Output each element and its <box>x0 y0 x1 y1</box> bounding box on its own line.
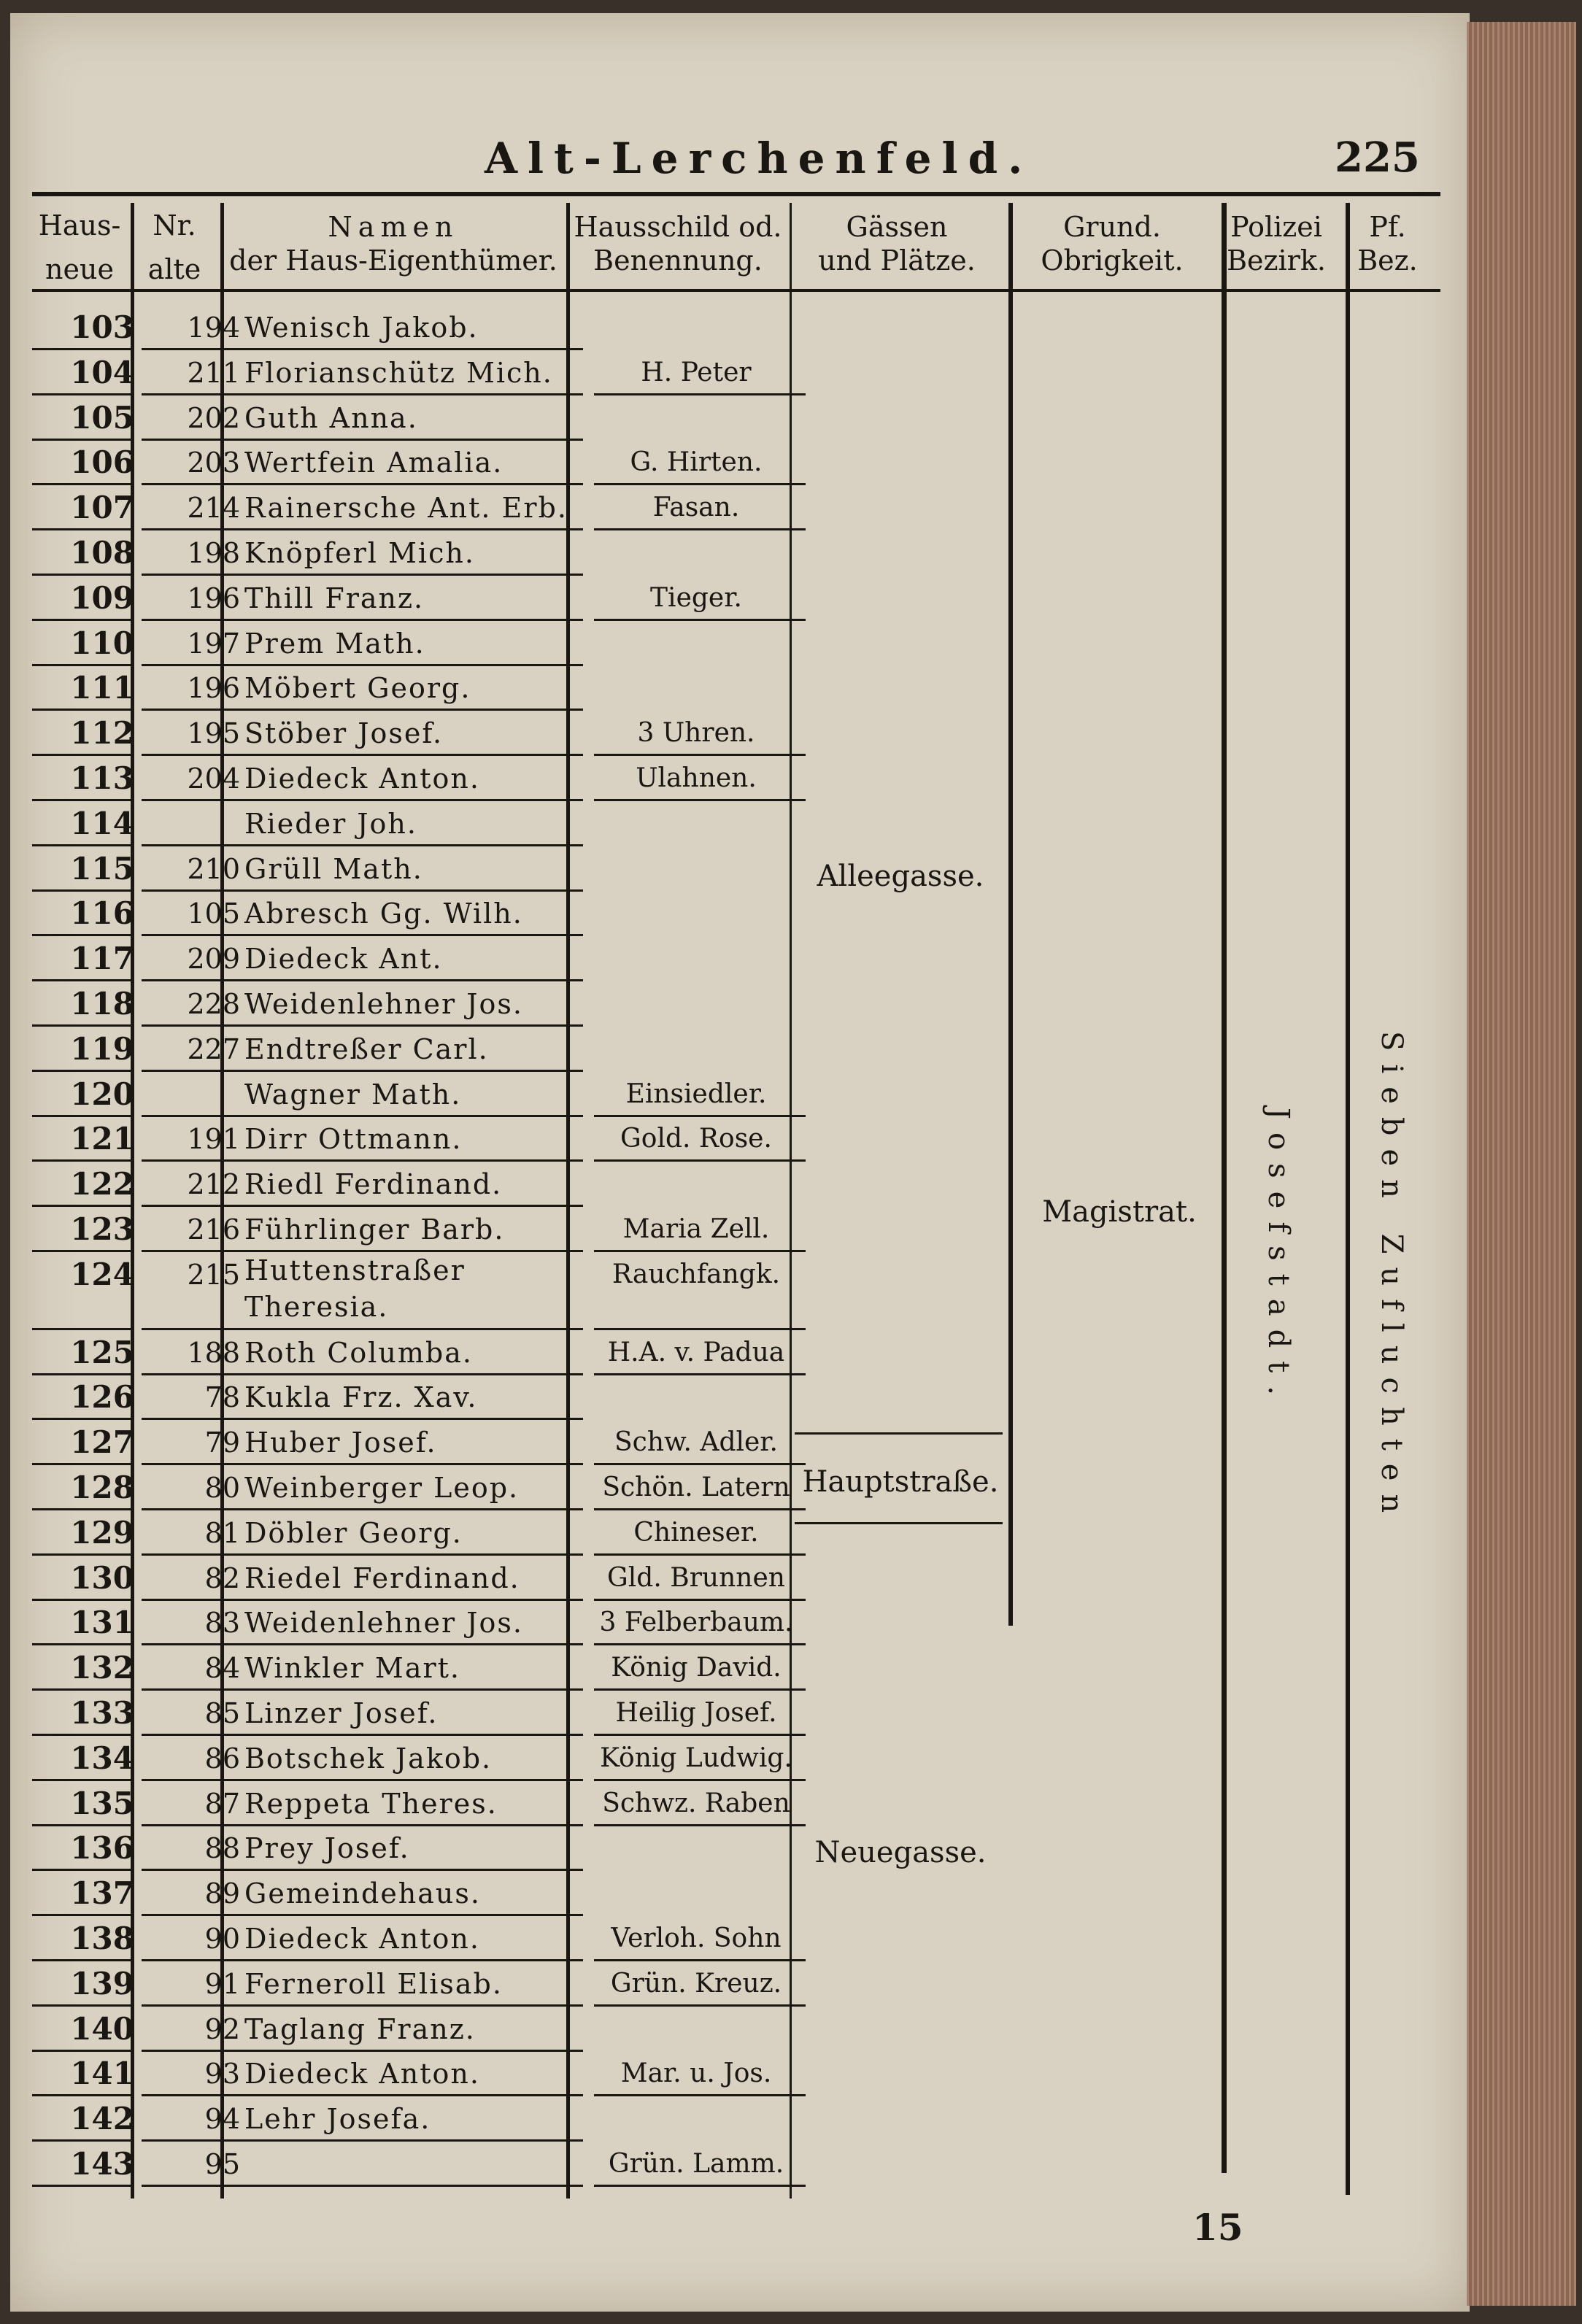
owner-name: Thill Franz. <box>244 582 425 614</box>
house-number-new: 114 <box>70 805 134 841</box>
house-number-old: 82 <box>204 1561 240 1594</box>
owner-name: Roth Columba. <box>244 1336 473 1369</box>
owner-name: Reppeta Theres. <box>244 1787 498 1820</box>
table-row <box>32 2007 798 2052</box>
owner-name: Diedeck Ant. <box>244 943 443 976</box>
house-sign: G. Hirten. <box>630 447 763 478</box>
header-alte: alte <box>147 253 201 285</box>
house-sign: H. Peter <box>641 357 752 387</box>
table-row <box>32 1510 798 1556</box>
house-number-new: 140 <box>70 2010 134 2047</box>
house-sign: H.A. v. Padua <box>607 1337 785 1367</box>
table-row <box>32 1420 798 1465</box>
table-row <box>32 2142 798 2187</box>
house-sign: Gld. Brunnen <box>607 1562 785 1593</box>
house-sign: Tieger. <box>650 582 742 613</box>
house-sign <box>587 665 806 711</box>
owner-name: Diedeck Anton. <box>244 763 480 795</box>
street-divider-1 <box>795 1432 1003 1435</box>
street-alleegasse: Alleegasse. <box>817 860 984 893</box>
house-number-new: 138 <box>70 1920 134 1956</box>
signature-number: 15 <box>1192 2206 1243 2249</box>
table-row <box>32 1207 798 1252</box>
house-number-old: 105 <box>187 897 240 930</box>
header-hausschild: Hausschild od. Benennung. <box>574 211 782 277</box>
owner-name: Wagner Math. <box>244 1078 462 1111</box>
house-number-old: 197 <box>187 627 240 660</box>
house-number-new: 108 <box>70 535 134 571</box>
house-number-old: 87 <box>204 1787 240 1820</box>
house-number-new: 128 <box>70 1470 134 1505</box>
house-sign: Ulahnen. <box>636 763 757 793</box>
table-row <box>32 1871 798 1916</box>
owner-name: Abresch Gg. Wilh. <box>244 897 523 930</box>
table-row <box>32 2096 798 2142</box>
book-page <box>10 13 1470 2312</box>
house-number-old: 203 <box>187 447 240 479</box>
street-divider-2 <box>795 1522 1003 1524</box>
house-number-old: 214 <box>187 492 240 525</box>
table-row <box>32 1826 798 1871</box>
owner-name: Lehr Josefa. <box>244 2103 431 2136</box>
house-number-old: 211 <box>187 356 240 389</box>
owner-name: Döbler Georg. <box>244 1516 463 1549</box>
house-number-old: 86 <box>204 1742 240 1775</box>
header-neue: neue <box>45 253 114 285</box>
table-row <box>32 1252 798 1330</box>
table-row <box>32 576 798 621</box>
house-number-old: 89 <box>204 1877 240 1910</box>
table-row <box>32 350 798 395</box>
table-row <box>32 1162 798 1207</box>
house-number-new: 142 <box>70 2101 134 2137</box>
house-sign: Grün. Lamm. <box>608 2149 784 2179</box>
house-number-new: 118 <box>70 986 134 1022</box>
table-row <box>32 1645 798 1691</box>
house-number-old: 188 <box>187 1336 240 1369</box>
owner-name: Linzer Josef. <box>244 1697 439 1729</box>
house-number-new: 129 <box>70 1514 134 1551</box>
house-number-new: 112 <box>70 715 134 752</box>
house-number-old: 215 <box>187 1258 240 1291</box>
house-number-new: 123 <box>70 1211 134 1247</box>
owner-name <box>240 2142 595 2187</box>
owner-name: Winkler Mart. <box>244 1652 461 1685</box>
owner-name: Führlinger Barb. <box>244 1213 505 1246</box>
house-number-new: 130 <box>70 1559 134 1596</box>
house-number-new: 137 <box>70 1875 134 1912</box>
house-sign <box>587 2096 806 2142</box>
house-number-new: 117 <box>70 941 134 977</box>
house-number-new: 120 <box>70 1076 134 1112</box>
owner-name: Riedl Ferdinand. <box>244 1168 503 1201</box>
house-number-new: 124 <box>70 1256 134 1292</box>
house-number-new: 104 <box>70 354 134 390</box>
house-number-new: 143 <box>70 2146 134 2182</box>
house-number-old: 88 <box>204 1832 240 1865</box>
owner-name: Knöpferl Mich. <box>244 537 475 569</box>
house-sign <box>587 1871 806 1916</box>
table-row <box>32 665 798 711</box>
owner-name: Dirr Ottmann. <box>244 1123 463 1156</box>
owner-name: Botschek Jakob. <box>244 1742 493 1775</box>
house-number-old: 78 <box>204 1381 240 1414</box>
house-number-new: 139 <box>70 1965 134 2001</box>
table-row <box>32 621 798 666</box>
house-sign: 3 Uhren. <box>637 718 755 749</box>
page-number: 225 <box>1335 134 1420 182</box>
table-row <box>32 1465 798 1510</box>
table-row <box>32 440 798 485</box>
house-sign: Mar. u. Jos. <box>620 2058 772 2089</box>
house-number-new: 126 <box>70 1379 134 1416</box>
house-sign <box>587 305 806 350</box>
col-line-6 <box>1222 203 1227 2173</box>
header-bottom-rule <box>32 289 1440 292</box>
table-row <box>32 305 798 350</box>
table-row <box>32 981 798 1027</box>
owner-name: Möbert Georg. <box>244 672 471 705</box>
owner-name: Prey Josef. <box>244 1832 410 1865</box>
house-number-old: 85 <box>204 1697 240 1729</box>
house-number-old: 79 <box>204 1427 240 1459</box>
house-number-new: 115 <box>70 850 134 887</box>
owner-name: Riedel Ferdinand. <box>244 1561 520 1594</box>
header-pf: Pf. Bez. <box>1357 211 1418 277</box>
house-sign: Einsiedler. <box>625 1078 767 1109</box>
page-stack-edge <box>1467 22 1576 2306</box>
house-number-old: 84 <box>204 1652 240 1685</box>
house-number-old: 196 <box>187 582 240 614</box>
header-haus: Haus- <box>38 209 121 242</box>
house-sign: Rauchfangk. <box>611 1259 781 1289</box>
house-number-new: 105 <box>70 399 134 436</box>
house-sign <box>587 621 806 666</box>
owner-name: Wenisch Jakob. <box>244 312 479 344</box>
house-sign: Schw. Adler. <box>614 1427 778 1458</box>
table-row <box>32 1027 798 1072</box>
table-row <box>32 1781 798 1826</box>
house-number-new: 107 <box>70 490 134 526</box>
owner-name: Prem Math. <box>244 627 425 660</box>
house-sign: Gold. Rose. <box>620 1124 772 1154</box>
house-number-old: 196 <box>187 672 240 705</box>
table-row <box>32 846 798 892</box>
row-rule <box>240 2185 583 2187</box>
table-row <box>32 711 798 756</box>
street-hauptstrasse: Hauptstraße. <box>802 1465 999 1499</box>
house-sign: 3 Felberbaum. <box>599 1607 793 1638</box>
owner-name: Ferneroll Elisab. <box>244 1967 503 2000</box>
row-rule <box>32 2185 131 2187</box>
owner-name: Kukla Frz. Xav. <box>244 1381 478 1414</box>
house-number-old: 94 <box>204 2103 240 2136</box>
house-sign: Grün. Kreuz. <box>610 1968 782 1999</box>
house-number-old: 194 <box>187 312 240 344</box>
owner-name: Wertfein Amalia. <box>244 447 503 479</box>
house-number-new: 103 <box>70 309 134 345</box>
owner-name: Weidenlehner Jos. <box>244 988 523 1020</box>
house-number-new: 111 <box>70 670 134 706</box>
house-number-old <box>142 801 240 846</box>
top-rule <box>32 192 1440 196</box>
table-row <box>32 530 798 576</box>
table-row <box>32 1116 798 1162</box>
house-number-new: 110 <box>70 625 134 661</box>
house-sign <box>587 981 806 1027</box>
table-row <box>32 1330 798 1375</box>
house-sign <box>587 395 806 441</box>
house-number-new: 132 <box>70 1650 134 1686</box>
house-sign <box>587 1375 806 1420</box>
house-number-old: 216 <box>187 1213 240 1246</box>
owner-name: Weinberger Leop. <box>244 1472 520 1504</box>
house-sign <box>587 801 806 846</box>
parish-sieben-zufluchten: Sieben Zufluchten <box>1375 1031 1408 1526</box>
house-sign <box>587 1162 806 1207</box>
house-sign <box>587 530 806 576</box>
owner-name: Guth Anna. <box>244 401 418 434</box>
owner-name: Endtreßer Carl. <box>244 1032 489 1065</box>
house-number-old <box>142 1072 240 1117</box>
house-number-new: 119 <box>70 1030 134 1067</box>
header-gassen: Gässen und Plätze. <box>818 211 976 277</box>
house-number-old: 204 <box>187 763 240 795</box>
col-line-7 <box>1346 203 1350 2195</box>
house-number-new: 106 <box>70 444 134 481</box>
table-row <box>32 756 798 801</box>
house-number-old: 202 <box>187 401 240 434</box>
table-row <box>32 1556 798 1601</box>
page-title: Alt-Lerchenfeld. <box>485 134 1033 183</box>
table-row <box>32 936 798 981</box>
table-row <box>32 801 798 846</box>
house-number-new: 116 <box>70 895 134 932</box>
house-number-new: 127 <box>70 1424 134 1461</box>
house-number-new: 134 <box>70 1740 134 1776</box>
house-number-new: 131 <box>70 1605 134 1641</box>
house-sign: Fasan. <box>652 493 740 523</box>
table-row <box>32 1736 798 1781</box>
table-row <box>32 1916 798 1961</box>
house-number-old: 83 <box>204 1607 240 1640</box>
house-sign: Maria Zell. <box>622 1214 770 1244</box>
header-grund: Grund. Obrigkeit. <box>1041 211 1184 277</box>
house-number-old: 210 <box>187 852 240 885</box>
house-sign <box>587 1027 806 1072</box>
owner-name: Rainersche Ant. Erb. <box>244 492 568 525</box>
owner-name: Stöber Josef. <box>244 717 444 750</box>
owner-name: Grüll Math. <box>244 852 423 885</box>
house-sign: König Ludwig. <box>600 1742 792 1773</box>
house-number-old: 195 <box>187 717 240 750</box>
street-neuegasse: Neuegasse. <box>814 1836 987 1869</box>
header-namen: Namen der Haus-Eigenthümer. <box>229 211 557 277</box>
house-number-new: 125 <box>70 1334 134 1370</box>
table-row <box>32 395 798 441</box>
table-row <box>32 1375 798 1420</box>
house-sign <box>587 891 806 936</box>
house-number-new: 135 <box>70 1785 134 1821</box>
table-row <box>32 1600 798 1645</box>
house-number-new: 122 <box>70 1166 134 1202</box>
house-number-old: 191 <box>187 1123 240 1156</box>
owner-name: Taglang Franz. <box>244 2012 476 2045</box>
house-sign: König David. <box>611 1653 782 1683</box>
house-number-old: 228 <box>187 988 240 1020</box>
house-sign <box>587 936 806 981</box>
authority-magistrat: Magistrat. <box>1042 1195 1197 1229</box>
owner-name: Gemeindehaus. <box>244 1877 481 1910</box>
table-row <box>32 1072 798 1117</box>
owner-name: Weidenlehner Jos. <box>244 1607 523 1640</box>
house-number-old: 80 <box>204 1472 240 1504</box>
owner-name: Rieder Joh. <box>244 807 417 840</box>
house-number-new: 121 <box>70 1121 134 1157</box>
house-sign: Verloh. Sohn <box>611 1923 782 1953</box>
house-number-old: 91 <box>204 1967 240 2000</box>
house-number-old: 92 <box>204 2012 240 2045</box>
header-polizei: Polizei Bezirk. <box>1227 211 1326 277</box>
owner-name: Diedeck Anton. <box>244 1923 480 1955</box>
col-line-5 <box>1008 203 1013 1626</box>
header-nr: Nr. <box>153 209 196 242</box>
house-number-old: 198 <box>187 537 240 569</box>
house-number-new: 141 <box>70 2055 134 2092</box>
house-number-old: 212 <box>187 1168 240 1201</box>
house-number-old: 95 <box>204 2148 240 2180</box>
row-rule <box>142 2185 240 2187</box>
house-number-old: 227 <box>187 1032 240 1065</box>
row-rule <box>594 2185 806 2187</box>
table-row <box>32 891 798 936</box>
house-sign <box>587 2007 806 2052</box>
house-sign <box>587 1826 806 1871</box>
police-district-josefstadt: Josefstadt. <box>1262 1108 1295 1408</box>
house-sign <box>587 846 806 892</box>
house-number-old: 90 <box>204 1923 240 1955</box>
house-number-old: 209 <box>187 943 240 976</box>
house-number-new: 109 <box>70 579 134 616</box>
owner-name: Diedeck Anton. <box>244 2058 480 2091</box>
house-sign: Chineser. <box>633 1517 759 1548</box>
owner-name: Florianschütz Mich. <box>244 356 553 389</box>
table-row <box>32 2051 798 2096</box>
house-number-old: 81 <box>204 1516 240 1549</box>
owner-name: Huttenstraßer Theresia. <box>244 1254 466 1323</box>
house-number-new: 133 <box>70 1695 134 1731</box>
table-row <box>32 485 798 530</box>
house-number-new: 113 <box>70 760 134 796</box>
house-number-new: 136 <box>70 1830 134 1866</box>
house-number-old: 93 <box>204 2058 240 2091</box>
table-row <box>32 1691 798 1736</box>
house-sign: Heilig Josef. <box>615 1698 777 1728</box>
table-row <box>32 1961 798 2007</box>
house-sign: Schön. Latern <box>602 1472 790 1502</box>
house-sign: Schwz. Raben <box>602 1788 790 1818</box>
owner-name: Huber Josef. <box>244 1427 437 1459</box>
